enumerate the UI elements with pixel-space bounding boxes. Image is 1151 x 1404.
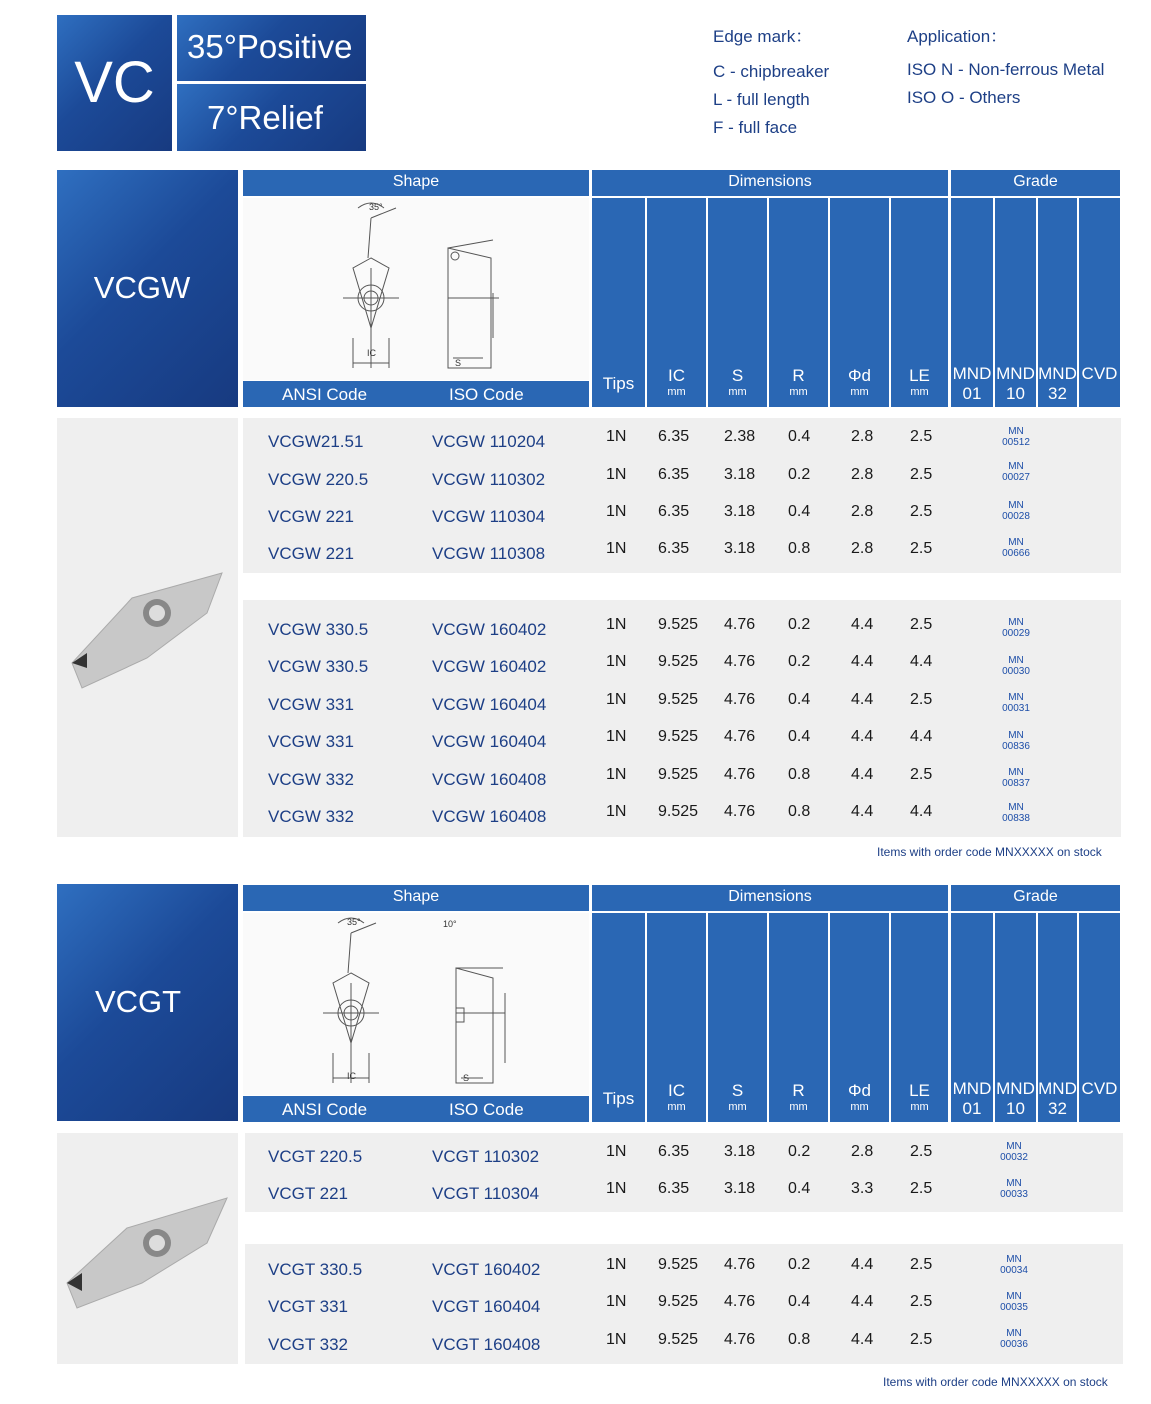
- ic-value: 9.525: [658, 728, 699, 745]
- ic-value: 6.35: [658, 466, 690, 483]
- section-label-vcgt: [57, 884, 238, 1121]
- d-value: 4.4: [851, 691, 874, 708]
- ic-value: 9.525: [658, 616, 699, 633]
- ic-value: 6.35: [658, 1143, 690, 1160]
- angle-positive-label: 35°Positive: [187, 28, 353, 65]
- le-value: 2.5: [910, 766, 933, 783]
- insert-image-icon: [57, 1133, 238, 1364]
- unit-label: mm: [667, 1101, 686, 1113]
- iso-code: VCGT 160404: [432, 1297, 541, 1316]
- s-value: 3.18: [724, 466, 756, 483]
- unit-label: mm: [728, 1101, 747, 1113]
- unit-label: mm: [850, 386, 869, 398]
- grade-code: MN 00035: [1000, 1291, 1028, 1313]
- ansi-code: VCGW 332: [268, 770, 354, 789]
- iso-code: VCGW 160404: [432, 732, 547, 751]
- grade-header: Grade: [951, 885, 1120, 911]
- application-item: ISO N - Non-ferrous Metal: [907, 60, 1105, 79]
- insert-photo: [57, 418, 238, 837]
- d-value: 4.4: [851, 653, 874, 670]
- ic-header: IC: [668, 1081, 685, 1100]
- le-value: 2.5: [910, 1180, 933, 1197]
- angle-relief-label: 7°Relief: [207, 99, 323, 136]
- mnd-header: MND: [952, 1079, 992, 1098]
- tips-value: 1N: [606, 1331, 627, 1348]
- d-value: 4.4: [851, 1293, 874, 1310]
- grade-code: MN 00030: [1002, 655, 1030, 677]
- le-value: 4.4: [910, 728, 933, 745]
- ic-value: 9.525: [658, 766, 699, 783]
- s-value: 3.18: [724, 503, 756, 520]
- col-ic: [647, 913, 706, 1122]
- col-phid: [830, 198, 889, 407]
- r-value: 0.2: [788, 466, 811, 483]
- unit-label: mm: [789, 386, 808, 398]
- edge-mark-item: F - full face: [713, 118, 798, 137]
- ansi-code: VCGT 330.5: [268, 1260, 363, 1279]
- tips-value: 1N: [606, 653, 627, 670]
- le-value: 2.5: [910, 428, 933, 445]
- unit-label: mm: [789, 1101, 808, 1113]
- grade-code: MN 00666: [1002, 537, 1030, 559]
- le-header: LE: [909, 1081, 930, 1100]
- mnd-header: MND: [1038, 1079, 1077, 1098]
- grade-code: MN 00033: [1000, 1178, 1028, 1200]
- application-heading: Application：: [907, 27, 1008, 46]
- ansi-code: VCGW 220.5: [268, 470, 369, 489]
- tips-value: 1N: [606, 1256, 627, 1273]
- ansi-code: VCGW 330.5: [268, 620, 369, 639]
- col-le: [891, 198, 948, 407]
- code-subheader: [243, 381, 589, 407]
- mnd01-header: 01: [962, 1099, 982, 1118]
- d-value: 2.8: [851, 540, 874, 557]
- grade-code: MN 00512: [1002, 426, 1030, 448]
- iso-code: VCGT 110302: [432, 1147, 540, 1166]
- le-value: 2.5: [910, 466, 933, 483]
- ansi-code-header: ANSI Code: [282, 385, 368, 404]
- s-value: 4.76: [724, 728, 756, 745]
- unit-label: mm: [728, 386, 747, 398]
- svg-text:35°: 35°: [347, 917, 361, 927]
- col-cvd: [1079, 198, 1120, 407]
- d-value: 2.8: [851, 503, 874, 520]
- r-value: 0.8: [788, 540, 811, 557]
- col-mnd32: [1038, 913, 1077, 1122]
- edge-mark-list: [713, 58, 829, 142]
- s-value: 4.76: [724, 1331, 756, 1348]
- ic-value: 9.525: [658, 691, 699, 708]
- ic-value: 9.525: [658, 1293, 699, 1310]
- col-phid: [830, 913, 889, 1122]
- application-list: [907, 56, 1104, 112]
- iso-code: VCGW 110204: [432, 432, 546, 451]
- d-value: 3.3: [851, 1180, 874, 1197]
- s-value: 4.76: [724, 803, 756, 820]
- d-value: 4.4: [851, 1331, 874, 1348]
- grade-header: Grade: [951, 170, 1120, 196]
- r-value: 0.4: [788, 728, 811, 745]
- angle-relief-box: [177, 84, 366, 151]
- grade-code: MN 00031: [1002, 692, 1030, 714]
- ansi-code: VCGW 221: [268, 507, 354, 526]
- mnd10-header: 10: [1006, 1099, 1025, 1118]
- application-item: ISO O - Others: [907, 88, 1021, 107]
- d-value: 4.4: [851, 616, 874, 633]
- grade-code: MN 00028: [1002, 500, 1030, 522]
- grade-code: MN 00027: [1002, 461, 1030, 483]
- tips-value: 1N: [606, 466, 627, 483]
- le-value: 2.5: [910, 1331, 933, 1348]
- insert-photo: [57, 1133, 238, 1364]
- le-value: 4.4: [910, 803, 933, 820]
- ic-value: 6.35: [658, 540, 690, 557]
- col-r: [769, 198, 828, 407]
- ansi-code: VCGW 332: [268, 807, 354, 826]
- s-value: 4.76: [724, 691, 756, 708]
- le-value: 2.5: [910, 503, 933, 520]
- r-value: 0.2: [788, 616, 811, 633]
- iso-code-header: ISO Code: [449, 1100, 524, 1119]
- r-value: 0.8: [788, 1331, 811, 1348]
- ansi-code: VCGT 220.5: [268, 1147, 363, 1166]
- r-value: 0.2: [788, 1143, 811, 1160]
- tips-value: 1N: [606, 728, 627, 745]
- col-r: [769, 913, 828, 1122]
- col-tips: [592, 198, 645, 407]
- ic-value: 9.525: [658, 1331, 699, 1348]
- tips-header: Tips: [602, 374, 635, 393]
- insert-drawing-icon: [243, 913, 589, 1095]
- d-value: 4.4: [851, 1256, 874, 1273]
- ansi-code: VCGW21.51: [268, 432, 364, 451]
- tips-header: Tips: [602, 1089, 635, 1108]
- s-value: 4.76: [724, 1256, 756, 1273]
- svg-text:S: S: [463, 1073, 470, 1083]
- iso-code: VCGW 160402: [432, 657, 547, 676]
- phid-header: Φd: [847, 366, 872, 385]
- grade-code: MN 00032: [1000, 1141, 1028, 1163]
- s-value: 4.76: [724, 616, 756, 633]
- svg-text:35°: 35°: [369, 202, 383, 212]
- col-le: [891, 913, 948, 1122]
- tips-value: 1N: [606, 1143, 627, 1160]
- le-value: 2.5: [910, 1256, 933, 1273]
- s-value: 2.38: [724, 428, 756, 445]
- shape-drawing: [243, 913, 589, 1095]
- svg-text:10°: 10°: [443, 919, 457, 929]
- s-value: 4.76: [724, 653, 756, 670]
- unit-label: mm: [910, 1101, 929, 1113]
- grade-code: MN 00036: [1000, 1328, 1028, 1350]
- tips-value: 1N: [606, 503, 627, 520]
- insert-drawing-icon: [243, 198, 589, 380]
- r-value: 0.4: [788, 1293, 811, 1310]
- iso-code: VCGT 160402: [432, 1260, 541, 1279]
- mnd32-header: 32: [1048, 1099, 1067, 1118]
- stock-note: Items with order code MNXXXXX on stock: [883, 1375, 1108, 1389]
- col-mnd01: [951, 913, 993, 1122]
- ic-value: 9.525: [658, 653, 699, 670]
- ansi-code: VCGW 330.5: [268, 657, 369, 676]
- r-header: R: [792, 366, 805, 385]
- tips-value: 1N: [606, 1293, 627, 1310]
- cvd-header: CVD: [1081, 1079, 1118, 1098]
- ansi-code: VCGW 331: [268, 732, 354, 751]
- section-title: VCGW: [93, 270, 191, 305]
- mnd10-header: 10: [1006, 384, 1025, 403]
- le-value: 4.4: [910, 653, 933, 670]
- col-tips: [592, 913, 645, 1122]
- edge-mark-item: L - full length: [713, 90, 810, 109]
- iso-code: VCGW 110304: [432, 507, 546, 526]
- dimensions-header: Dimensions: [592, 885, 948, 911]
- col-mnd01: [951, 198, 993, 407]
- mnd01-header: 01: [962, 384, 982, 403]
- iso-code: VCGT 160408: [432, 1335, 541, 1354]
- edge-mark-heading: Edge mark：: [713, 27, 813, 46]
- insert-image-icon: [57, 418, 238, 837]
- shape-header: Shape: [243, 885, 589, 911]
- angle-positive-box: [177, 15, 366, 81]
- ansi-code: VCGT 331: [268, 1297, 349, 1316]
- unit-label: mm: [910, 386, 929, 398]
- col-mnd32: [1038, 198, 1077, 407]
- col-ic: [647, 198, 706, 407]
- svg-text:IC: IC: [347, 1071, 356, 1081]
- tips-value: 1N: [606, 540, 627, 557]
- tips-value: 1N: [606, 803, 627, 820]
- iso-code-header: ISO Code: [449, 385, 524, 404]
- d-value: 4.4: [851, 728, 874, 745]
- ansi-code: VCGW 331: [268, 695, 354, 714]
- d-value: 2.8: [851, 1143, 874, 1160]
- tips-value: 1N: [606, 766, 627, 783]
- r-value: 0.2: [788, 653, 811, 670]
- iso-code: VCGW 160408: [432, 807, 547, 826]
- iso-code: VCGW 110302: [432, 470, 546, 489]
- le-value: 2.5: [910, 616, 933, 633]
- col-s: [708, 198, 767, 407]
- r-value: 0.4: [788, 1180, 811, 1197]
- s-value: 3.18: [724, 1143, 756, 1160]
- ic-value: 9.525: [658, 803, 699, 820]
- le-header: LE: [909, 366, 930, 385]
- unit-label: mm: [667, 386, 686, 398]
- s-header: S: [731, 1081, 744, 1100]
- mnd-header: MND: [1038, 364, 1077, 383]
- ansi-code: VCGW 221: [268, 544, 354, 563]
- dimensions-header: Dimensions: [592, 170, 948, 196]
- d-value: 4.4: [851, 766, 874, 783]
- r-value: 0.2: [788, 1256, 811, 1273]
- ic-header: IC: [668, 366, 685, 385]
- mnd32-header: 32: [1048, 384, 1067, 403]
- col-s: [708, 913, 767, 1122]
- mnd-header: MND: [996, 364, 1035, 383]
- tips-value: 1N: [606, 691, 627, 708]
- ansi-code: VCGT 332: [268, 1335, 349, 1354]
- svg-text:S: S: [455, 358, 462, 368]
- iso-code: VCGW 110308: [432, 544, 546, 563]
- s-value: 4.76: [724, 1293, 756, 1310]
- shape-drawing: [243, 198, 589, 380]
- ic-value: 6.35: [658, 503, 690, 520]
- s-header: S: [731, 366, 744, 385]
- s-value: 3.18: [724, 540, 756, 557]
- r-value: 0.4: [788, 691, 811, 708]
- d-value: 4.4: [851, 803, 874, 820]
- r-value: 0.4: [788, 428, 811, 445]
- grade-code: MN 00838: [1002, 802, 1030, 824]
- col-cvd: [1079, 913, 1120, 1122]
- r-value: 0.8: [788, 803, 811, 820]
- le-value: 2.5: [910, 691, 933, 708]
- ic-value: 6.35: [658, 428, 690, 445]
- col-mnd10: [995, 198, 1036, 407]
- phid-header: Φd: [847, 1081, 872, 1100]
- grade-code: MN 00837: [1002, 767, 1030, 789]
- ic-value: 9.525: [658, 1256, 699, 1273]
- col-mnd10: [995, 913, 1036, 1122]
- grade-code: MN 00836: [1002, 730, 1030, 752]
- section-title: VCGT: [94, 984, 182, 1019]
- grade-code: MN 00029: [1002, 617, 1030, 639]
- code-subheader: [243, 1096, 589, 1122]
- iso-code: VCGT 110304: [432, 1184, 540, 1203]
- edge-mark-item: C - chipbreaker: [713, 62, 830, 81]
- shape-header: Shape: [243, 170, 589, 196]
- mnd-header: MND: [952, 364, 992, 383]
- le-value: 2.5: [910, 540, 933, 557]
- section-label-vcgw: [57, 170, 238, 407]
- s-value: 4.76: [724, 766, 756, 783]
- d-value: 2.8: [851, 466, 874, 483]
- series-badge: [57, 15, 172, 151]
- le-value: 2.5: [910, 1143, 933, 1160]
- tips-value: 1N: [606, 616, 627, 633]
- svg-text:IC: IC: [367, 348, 376, 358]
- ansi-code-header: ANSI Code: [282, 1100, 368, 1119]
- unit-label: mm: [850, 1101, 869, 1113]
- cvd-header: CVD: [1081, 364, 1118, 383]
- ic-value: 6.35: [658, 1180, 690, 1197]
- stock-note: Items with order code MNXXXXX on stock: [877, 845, 1102, 859]
- r-value: 0.4: [788, 503, 811, 520]
- series-code: VC: [74, 50, 155, 115]
- r-value: 0.8: [788, 766, 811, 783]
- tips-value: 1N: [606, 428, 627, 445]
- le-value: 2.5: [910, 1293, 933, 1310]
- s-value: 3.18: [724, 1180, 756, 1197]
- ansi-code: VCGT 221: [268, 1184, 349, 1203]
- tips-value: 1N: [606, 1180, 627, 1197]
- iso-code: VCGW 160404: [432, 695, 547, 714]
- d-value: 2.8: [851, 428, 874, 445]
- mnd-header: MND: [996, 1079, 1035, 1098]
- iso-code: VCGW 160402: [432, 620, 547, 639]
- grade-code: MN 00034: [1000, 1254, 1028, 1276]
- iso-code: VCGW 160408: [432, 770, 547, 789]
- r-header: R: [792, 1081, 805, 1100]
